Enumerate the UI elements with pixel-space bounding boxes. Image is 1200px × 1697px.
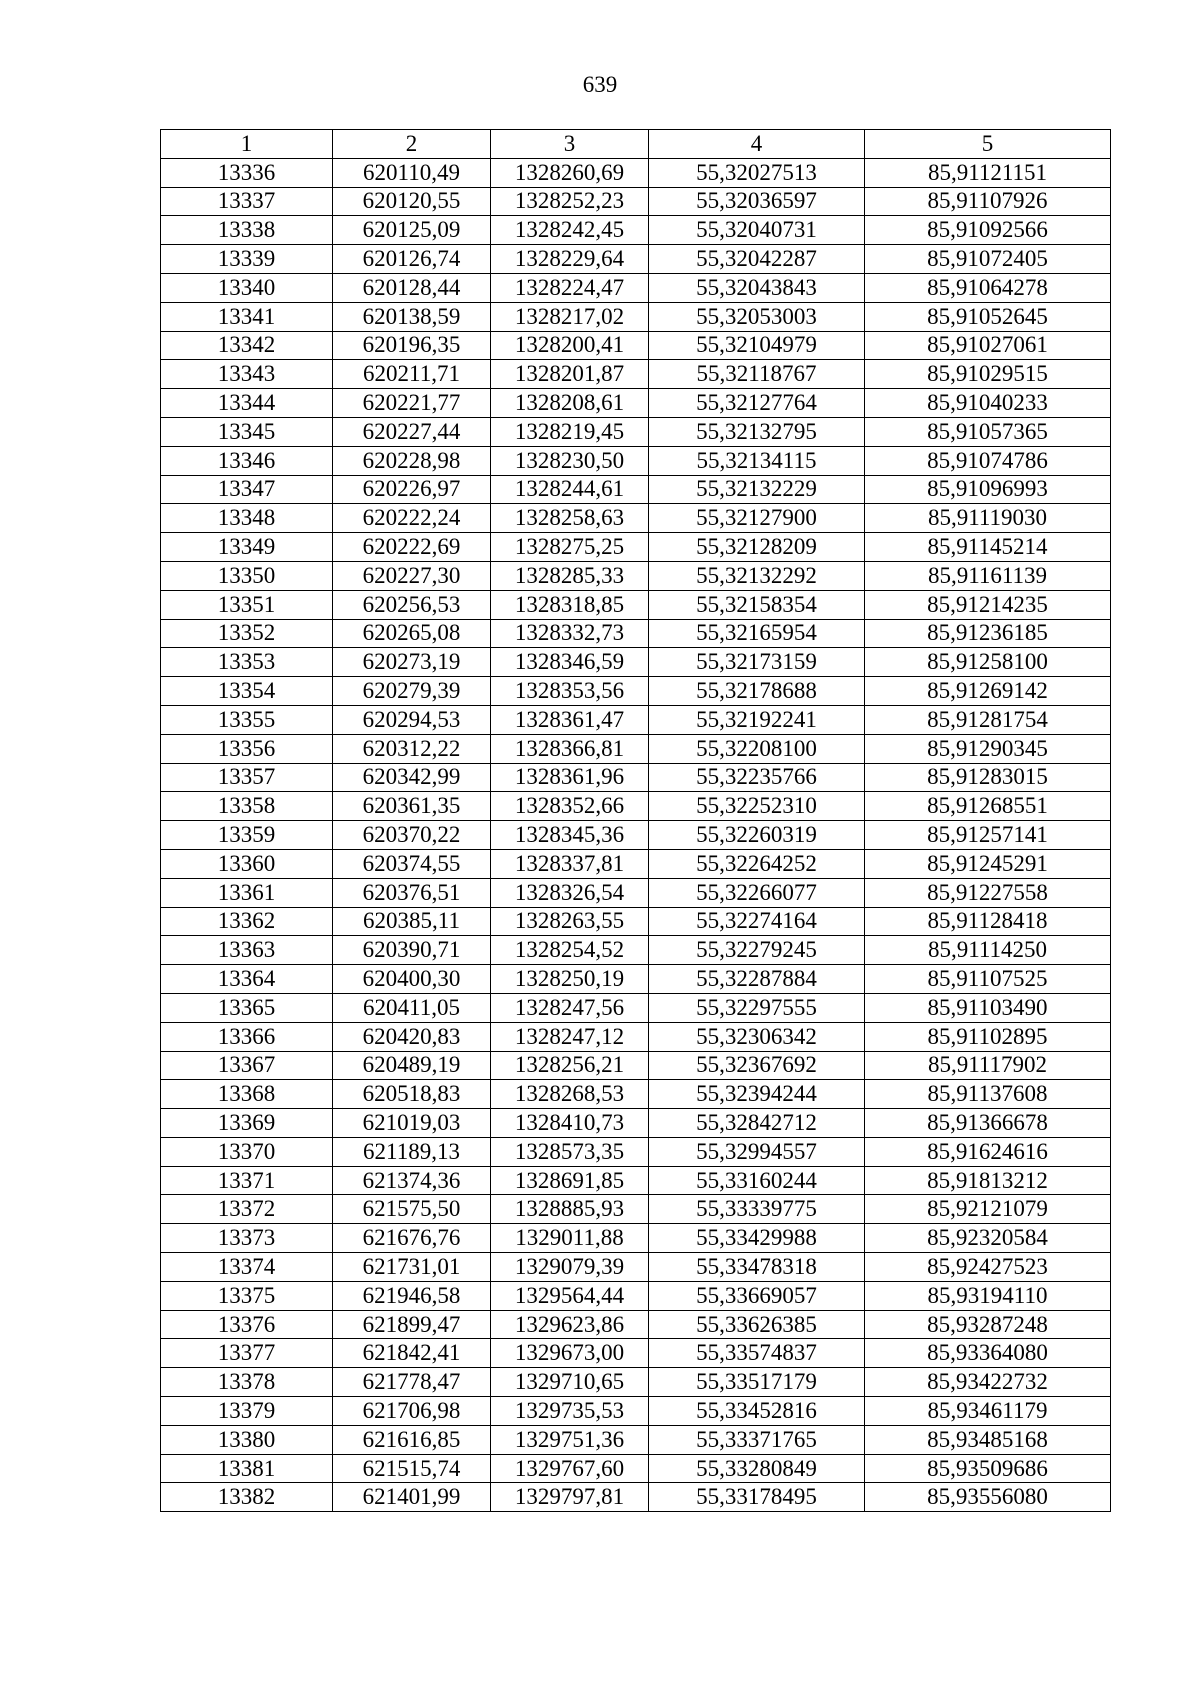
y-coordinate-cell: 1328244,61 — [491, 475, 649, 504]
x-coordinate-cell: 620128,44 — [333, 273, 491, 302]
x-coordinate-cell: 621616,85 — [333, 1425, 491, 1454]
table-row — [161, 1483, 1111, 1512]
x-coordinate-cell: 620126,74 — [333, 245, 491, 274]
table-row — [161, 763, 1111, 792]
longitude-cell: 85,91029515 — [865, 360, 1111, 389]
table-row — [161, 533, 1111, 562]
table-row — [161, 245, 1111, 274]
x-coordinate-cell: 621946,58 — [333, 1281, 491, 1310]
point-number-cell: 13364 — [161, 965, 333, 994]
latitude-cell: 55,33178495 — [649, 1483, 865, 1512]
x-coordinate-cell: 620196,35 — [333, 331, 491, 360]
latitude-cell: 55,32127764 — [649, 389, 865, 418]
point-number-cell: 13356 — [161, 734, 333, 763]
header-cell-2: 2 — [333, 130, 491, 159]
longitude-cell: 85,93485168 — [865, 1425, 1111, 1454]
longitude-cell: 85,91281754 — [865, 705, 1111, 734]
latitude-cell: 55,32287884 — [649, 965, 865, 994]
point-number-cell: 13361 — [161, 878, 333, 907]
table-row — [161, 360, 1111, 389]
table-body — [161, 158, 1111, 1511]
table-row — [161, 619, 1111, 648]
longitude-cell: 85,91268551 — [865, 792, 1111, 821]
latitude-cell: 55,32252310 — [649, 792, 865, 821]
point-number-cell: 13346 — [161, 446, 333, 475]
latitude-cell: 55,32297555 — [649, 993, 865, 1022]
point-number-cell: 13355 — [161, 705, 333, 734]
y-coordinate-cell: 1328332,73 — [491, 619, 649, 648]
y-coordinate-cell: 1329751,36 — [491, 1425, 649, 1454]
latitude-cell: 55,32027513 — [649, 158, 865, 187]
point-number-cell: 13341 — [161, 302, 333, 331]
longitude-cell: 85,91117902 — [865, 1051, 1111, 1080]
x-coordinate-cell: 621019,03 — [333, 1109, 491, 1138]
table-row — [161, 849, 1111, 878]
longitude-cell: 85,92427523 — [865, 1253, 1111, 1282]
y-coordinate-cell: 1328353,56 — [491, 677, 649, 706]
y-coordinate-cell: 1329767,60 — [491, 1454, 649, 1483]
latitude-cell: 55,32260319 — [649, 821, 865, 850]
y-coordinate-cell: 1328250,19 — [491, 965, 649, 994]
x-coordinate-cell: 621842,41 — [333, 1339, 491, 1368]
table-row — [161, 446, 1111, 475]
table-row — [161, 216, 1111, 245]
x-coordinate-cell: 620265,08 — [333, 619, 491, 648]
coordinates-table — [160, 129, 1111, 1512]
y-coordinate-cell: 1328352,66 — [491, 792, 649, 821]
y-coordinate-cell: 1328263,55 — [491, 907, 649, 936]
y-coordinate-cell: 1329673,00 — [491, 1339, 649, 1368]
x-coordinate-cell: 620228,98 — [333, 446, 491, 475]
y-coordinate-cell: 1328337,81 — [491, 849, 649, 878]
x-coordinate-cell: 621706,98 — [333, 1397, 491, 1426]
longitude-cell: 85,91040233 — [865, 389, 1111, 418]
point-number-cell: 13378 — [161, 1368, 333, 1397]
y-coordinate-cell: 1329797,81 — [491, 1483, 649, 1512]
y-coordinate-cell: 1328326,54 — [491, 878, 649, 907]
x-coordinate-cell: 620518,83 — [333, 1080, 491, 1109]
y-coordinate-cell: 1328254,52 — [491, 936, 649, 965]
x-coordinate-cell: 620411,05 — [333, 993, 491, 1022]
point-number-cell: 13359 — [161, 821, 333, 850]
longitude-cell: 85,91283015 — [865, 763, 1111, 792]
y-coordinate-cell: 1328318,85 — [491, 590, 649, 619]
x-coordinate-cell: 620390,71 — [333, 936, 491, 965]
longitude-cell: 85,91072405 — [865, 245, 1111, 274]
x-coordinate-cell: 620312,22 — [333, 734, 491, 763]
latitude-cell: 55,32134115 — [649, 446, 865, 475]
x-coordinate-cell: 620110,49 — [333, 158, 491, 187]
longitude-cell: 85,91128418 — [865, 907, 1111, 936]
longitude-cell: 85,93422732 — [865, 1368, 1111, 1397]
x-coordinate-cell: 620227,44 — [333, 417, 491, 446]
x-coordinate-cell: 621778,47 — [333, 1368, 491, 1397]
x-coordinate-cell: 620294,53 — [333, 705, 491, 734]
longitude-cell: 85,91064278 — [865, 273, 1111, 302]
longitude-cell: 85,91052645 — [865, 302, 1111, 331]
x-coordinate-cell: 620385,11 — [333, 907, 491, 936]
point-number-cell: 13337 — [161, 187, 333, 216]
y-coordinate-cell: 1328256,21 — [491, 1051, 649, 1080]
table-row — [161, 417, 1111, 446]
x-coordinate-cell: 621676,76 — [333, 1224, 491, 1253]
latitude-cell: 55,33626385 — [649, 1310, 865, 1339]
longitude-cell: 85,91366678 — [865, 1109, 1111, 1138]
point-number-cell: 13381 — [161, 1454, 333, 1483]
latitude-cell: 55,32842712 — [649, 1109, 865, 1138]
longitude-cell: 85,91257141 — [865, 821, 1111, 850]
point-number-cell: 13342 — [161, 331, 333, 360]
longitude-cell: 85,93509686 — [865, 1454, 1111, 1483]
longitude-cell: 85,91161139 — [865, 561, 1111, 590]
table-row — [161, 734, 1111, 763]
table-row — [161, 705, 1111, 734]
longitude-cell: 85,91269142 — [865, 677, 1111, 706]
header-cell-1: 1 — [161, 130, 333, 159]
x-coordinate-cell: 620125,09 — [333, 216, 491, 245]
y-coordinate-cell: 1328275,25 — [491, 533, 649, 562]
latitude-cell: 55,33339775 — [649, 1195, 865, 1224]
x-coordinate-cell: 621189,13 — [333, 1137, 491, 1166]
point-number-cell: 13348 — [161, 504, 333, 533]
y-coordinate-cell: 1329011,88 — [491, 1224, 649, 1253]
y-coordinate-cell: 1328345,36 — [491, 821, 649, 850]
longitude-cell: 85,91074786 — [865, 446, 1111, 475]
point-number-cell: 13363 — [161, 936, 333, 965]
longitude-cell: 85,91624616 — [865, 1137, 1111, 1166]
x-coordinate-cell: 620273,19 — [333, 648, 491, 677]
table-row — [161, 590, 1111, 619]
longitude-cell: 85,93556080 — [865, 1483, 1111, 1512]
point-number-cell: 13344 — [161, 389, 333, 418]
point-number-cell: 13366 — [161, 1022, 333, 1051]
table-row — [161, 1195, 1111, 1224]
x-coordinate-cell: 620374,55 — [333, 849, 491, 878]
latitude-cell: 55,32165954 — [649, 619, 865, 648]
x-coordinate-cell: 620211,71 — [333, 360, 491, 389]
latitude-cell: 55,32178688 — [649, 677, 865, 706]
latitude-cell: 55,32994557 — [649, 1137, 865, 1166]
latitude-cell: 55,33517179 — [649, 1368, 865, 1397]
latitude-cell: 55,33429988 — [649, 1224, 865, 1253]
point-number-cell: 13380 — [161, 1425, 333, 1454]
point-number-cell: 13345 — [161, 417, 333, 446]
table-row — [161, 331, 1111, 360]
x-coordinate-cell: 620420,83 — [333, 1022, 491, 1051]
longitude-cell: 85,93461179 — [865, 1397, 1111, 1426]
y-coordinate-cell: 1329623,86 — [491, 1310, 649, 1339]
x-coordinate-cell: 620227,30 — [333, 561, 491, 590]
table-row — [161, 1368, 1111, 1397]
point-number-cell: 13340 — [161, 273, 333, 302]
longitude-cell: 85,91813212 — [865, 1166, 1111, 1195]
latitude-cell: 55,32235766 — [649, 763, 865, 792]
latitude-cell: 55,33478318 — [649, 1253, 865, 1282]
y-coordinate-cell: 1328268,53 — [491, 1080, 649, 1109]
y-coordinate-cell: 1328691,85 — [491, 1166, 649, 1195]
table-row — [161, 821, 1111, 850]
point-number-cell: 13338 — [161, 216, 333, 245]
latitude-cell: 55,32394244 — [649, 1080, 865, 1109]
table-row — [161, 1224, 1111, 1253]
latitude-cell: 55,32306342 — [649, 1022, 865, 1051]
longitude-cell: 85,91290345 — [865, 734, 1111, 763]
longitude-cell: 85,91236185 — [865, 619, 1111, 648]
point-number-cell: 13369 — [161, 1109, 333, 1138]
longitude-cell: 85,91245291 — [865, 849, 1111, 878]
table-row — [161, 1051, 1111, 1080]
point-number-cell: 13379 — [161, 1397, 333, 1426]
header-cell-5: 5 — [865, 130, 1111, 159]
longitude-cell: 85,91103490 — [865, 993, 1111, 1022]
table-row — [161, 158, 1111, 187]
y-coordinate-cell: 1328217,02 — [491, 302, 649, 331]
header-row — [161, 130, 1111, 159]
x-coordinate-cell: 620342,99 — [333, 763, 491, 792]
x-coordinate-cell: 620361,35 — [333, 792, 491, 821]
longitude-cell: 85,93287248 — [865, 1310, 1111, 1339]
longitude-cell: 85,91227558 — [865, 878, 1111, 907]
longitude-cell: 85,93194110 — [865, 1281, 1111, 1310]
point-number-cell: 13377 — [161, 1339, 333, 1368]
x-coordinate-cell: 620279,39 — [333, 677, 491, 706]
table-row — [161, 1339, 1111, 1368]
latitude-cell: 55,33669057 — [649, 1281, 865, 1310]
point-number-cell: 13336 — [161, 158, 333, 187]
table-row — [161, 561, 1111, 590]
latitude-cell: 55,32036597 — [649, 187, 865, 216]
x-coordinate-cell: 620138,59 — [333, 302, 491, 331]
longitude-cell: 85,91096993 — [865, 475, 1111, 504]
x-coordinate-cell: 621515,74 — [333, 1454, 491, 1483]
point-number-cell: 13357 — [161, 763, 333, 792]
y-coordinate-cell: 1328242,45 — [491, 216, 649, 245]
point-number-cell: 13373 — [161, 1224, 333, 1253]
y-coordinate-cell: 1328573,35 — [491, 1137, 649, 1166]
x-coordinate-cell: 620120,55 — [333, 187, 491, 216]
table-row — [161, 1310, 1111, 1339]
point-number-cell: 13375 — [161, 1281, 333, 1310]
x-coordinate-cell: 621575,50 — [333, 1195, 491, 1224]
table-row — [161, 936, 1111, 965]
point-number-cell: 13362 — [161, 907, 333, 936]
table-row — [161, 1166, 1111, 1195]
y-coordinate-cell: 1328410,73 — [491, 1109, 649, 1138]
latitude-cell: 55,32053003 — [649, 302, 865, 331]
table-row — [161, 1022, 1111, 1051]
latitude-cell: 55,33574837 — [649, 1339, 865, 1368]
y-coordinate-cell: 1329079,39 — [491, 1253, 649, 1282]
point-number-cell: 13371 — [161, 1166, 333, 1195]
point-number-cell: 13360 — [161, 849, 333, 878]
table-row — [161, 302, 1111, 331]
table-row — [161, 1454, 1111, 1483]
point-number-cell: 13354 — [161, 677, 333, 706]
latitude-cell: 55,33160244 — [649, 1166, 865, 1195]
longitude-cell: 85,92320584 — [865, 1224, 1111, 1253]
table-row — [161, 1253, 1111, 1282]
table-header — [161, 130, 1111, 159]
latitude-cell: 55,32118767 — [649, 360, 865, 389]
longitude-cell: 85,91102895 — [865, 1022, 1111, 1051]
y-coordinate-cell: 1328346,59 — [491, 648, 649, 677]
table-row — [161, 878, 1111, 907]
x-coordinate-cell: 620226,97 — [333, 475, 491, 504]
table-row — [161, 389, 1111, 418]
y-coordinate-cell: 1329564,44 — [491, 1281, 649, 1310]
y-coordinate-cell: 1328252,23 — [491, 187, 649, 216]
y-coordinate-cell: 1328361,47 — [491, 705, 649, 734]
table-row — [161, 475, 1111, 504]
latitude-cell: 55,32274164 — [649, 907, 865, 936]
latitude-cell: 55,32043843 — [649, 273, 865, 302]
header-cell-4: 4 — [649, 130, 865, 159]
y-coordinate-cell: 1328260,69 — [491, 158, 649, 187]
point-number-cell: 13376 — [161, 1310, 333, 1339]
latitude-cell: 55,32132229 — [649, 475, 865, 504]
table-row — [161, 1397, 1111, 1426]
table-row — [161, 504, 1111, 533]
latitude-cell: 55,32158354 — [649, 590, 865, 619]
latitude-cell: 55,32266077 — [649, 878, 865, 907]
x-coordinate-cell: 620489,19 — [333, 1051, 491, 1080]
point-number-cell: 13367 — [161, 1051, 333, 1080]
x-coordinate-cell: 620256,53 — [333, 590, 491, 619]
table-row — [161, 1425, 1111, 1454]
y-coordinate-cell: 1328885,93 — [491, 1195, 649, 1224]
point-number-cell: 13352 — [161, 619, 333, 648]
latitude-cell: 55,32192241 — [649, 705, 865, 734]
point-number-cell: 13365 — [161, 993, 333, 1022]
latitude-cell: 55,32127900 — [649, 504, 865, 533]
table-row — [161, 187, 1111, 216]
x-coordinate-cell: 620222,69 — [333, 533, 491, 562]
point-number-cell: 13349 — [161, 533, 333, 562]
latitude-cell: 55,33371765 — [649, 1425, 865, 1454]
point-number-cell: 13372 — [161, 1195, 333, 1224]
x-coordinate-cell: 621731,01 — [333, 1253, 491, 1282]
x-coordinate-cell: 620221,77 — [333, 389, 491, 418]
page-number: 639 — [582, 72, 618, 97]
point-number-cell: 13347 — [161, 475, 333, 504]
y-coordinate-cell: 1328247,56 — [491, 993, 649, 1022]
y-coordinate-cell: 1328224,47 — [491, 273, 649, 302]
longitude-cell: 85,91258100 — [865, 648, 1111, 677]
latitude-cell: 55,32132795 — [649, 417, 865, 446]
latitude-cell: 55,32128209 — [649, 533, 865, 562]
table-row — [161, 792, 1111, 821]
table-row — [161, 273, 1111, 302]
point-number-cell: 13343 — [161, 360, 333, 389]
y-coordinate-cell: 1328229,64 — [491, 245, 649, 274]
header-cell-3: 3 — [491, 130, 649, 159]
longitude-cell: 85,91114250 — [865, 936, 1111, 965]
longitude-cell: 85,91119030 — [865, 504, 1111, 533]
table-row — [161, 648, 1111, 677]
point-number-cell: 13358 — [161, 792, 333, 821]
table-row — [161, 993, 1111, 1022]
longitude-cell: 85,91092566 — [865, 216, 1111, 245]
longitude-cell: 85,91121151 — [865, 158, 1111, 187]
table-row — [161, 1281, 1111, 1310]
point-number-cell: 13370 — [161, 1137, 333, 1166]
point-number-cell: 13368 — [161, 1080, 333, 1109]
latitude-cell: 55,33280849 — [649, 1454, 865, 1483]
point-number-cell: 13382 — [161, 1483, 333, 1512]
point-number-cell: 13353 — [161, 648, 333, 677]
y-coordinate-cell: 1328361,96 — [491, 763, 649, 792]
latitude-cell: 55,32042287 — [649, 245, 865, 274]
point-number-cell: 13351 — [161, 590, 333, 619]
latitude-cell: 55,32208100 — [649, 734, 865, 763]
table-row — [161, 907, 1111, 936]
longitude-cell: 85,92121079 — [865, 1195, 1111, 1224]
latitude-cell: 55,32040731 — [649, 216, 865, 245]
table-row — [161, 1109, 1111, 1138]
latitude-cell: 55,33452816 — [649, 1397, 865, 1426]
y-coordinate-cell: 1328285,33 — [491, 561, 649, 590]
y-coordinate-cell: 1328200,41 — [491, 331, 649, 360]
x-coordinate-cell: 621401,99 — [333, 1483, 491, 1512]
longitude-cell: 85,91057365 — [865, 417, 1111, 446]
latitude-cell: 55,32173159 — [649, 648, 865, 677]
x-coordinate-cell: 620370,22 — [333, 821, 491, 850]
latitude-cell: 55,32104979 — [649, 331, 865, 360]
latitude-cell: 55,32264252 — [649, 849, 865, 878]
y-coordinate-cell: 1329710,65 — [491, 1368, 649, 1397]
x-coordinate-cell: 620376,51 — [333, 878, 491, 907]
y-coordinate-cell: 1329735,53 — [491, 1397, 649, 1426]
latitude-cell: 55,32279245 — [649, 936, 865, 965]
longitude-cell: 85,91137608 — [865, 1080, 1111, 1109]
x-coordinate-cell: 621899,47 — [333, 1310, 491, 1339]
longitude-cell: 85,93364080 — [865, 1339, 1111, 1368]
latitude-cell: 55,32367692 — [649, 1051, 865, 1080]
longitude-cell: 85,91107525 — [865, 965, 1111, 994]
y-coordinate-cell: 1328208,61 — [491, 389, 649, 418]
x-coordinate-cell: 621374,36 — [333, 1166, 491, 1195]
y-coordinate-cell: 1328258,63 — [491, 504, 649, 533]
x-coordinate-cell: 620222,24 — [333, 504, 491, 533]
table-row — [161, 965, 1111, 994]
longitude-cell: 85,91107926 — [865, 187, 1111, 216]
longitude-cell: 85,91145214 — [865, 533, 1111, 562]
longitude-cell: 85,91027061 — [865, 331, 1111, 360]
point-number-cell: 13339 — [161, 245, 333, 274]
y-coordinate-cell: 1328366,81 — [491, 734, 649, 763]
point-number-cell: 13350 — [161, 561, 333, 590]
latitude-cell: 55,32132292 — [649, 561, 865, 590]
table-row — [161, 1137, 1111, 1166]
y-coordinate-cell: 1328219,45 — [491, 417, 649, 446]
table-row — [161, 677, 1111, 706]
longitude-cell: 85,91214235 — [865, 590, 1111, 619]
point-number-cell: 13374 — [161, 1253, 333, 1282]
y-coordinate-cell: 1328201,87 — [491, 360, 649, 389]
table-row — [161, 1080, 1111, 1109]
y-coordinate-cell: 1328247,12 — [491, 1022, 649, 1051]
x-coordinate-cell: 620400,30 — [333, 965, 491, 994]
y-coordinate-cell: 1328230,50 — [491, 446, 649, 475]
